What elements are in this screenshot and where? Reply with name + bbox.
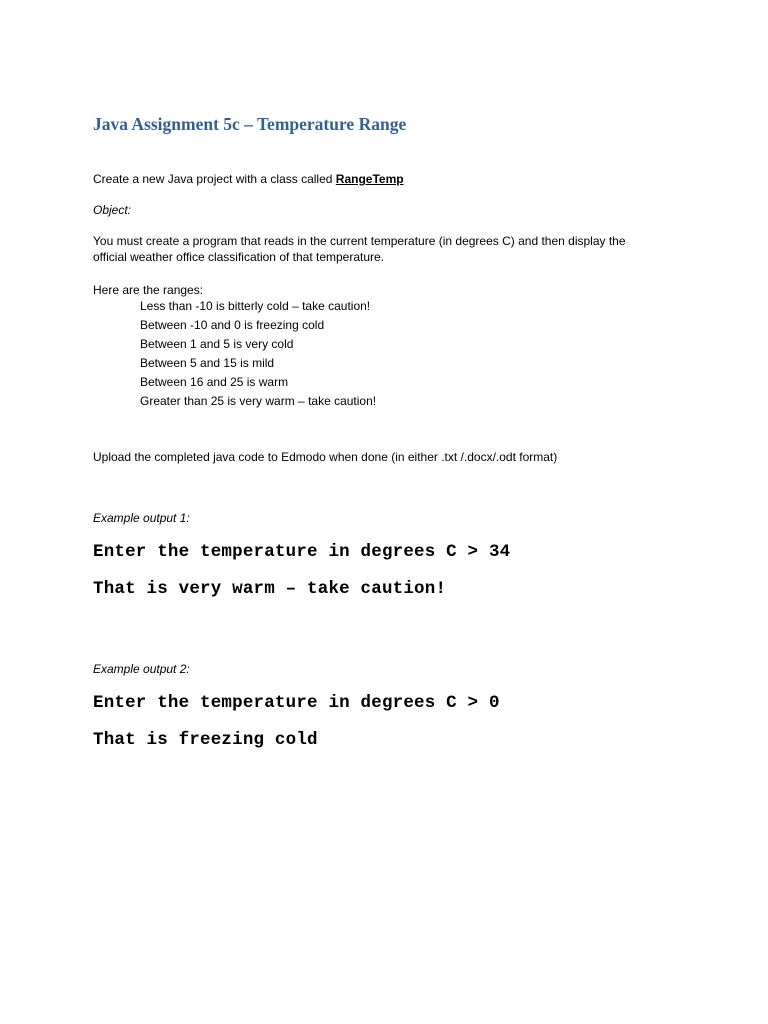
description-line-2: official weather office classification of that temperature. <box>93 250 385 264</box>
range-item: Less than -10 is bitterly cold – take caution! <box>140 299 371 313</box>
document-title: Java Assignment 5c – Temperature Range <box>93 114 407 134</box>
object-label: Object: <box>93 203 132 217</box>
example-2-prompt: Enter the temperature in degrees C > 0 <box>93 693 500 713</box>
ranges-heading: Here are the ranges: <box>93 283 204 297</box>
range-item: Greater than 25 is very warm – take caution! <box>140 394 377 408</box>
range-item: Between 16 and 25 is warm <box>140 375 289 389</box>
example-1-label: Example output 1: <box>93 511 190 525</box>
intro-paragraph <box>93 171 404 187</box>
class-name: RangeTemp <box>335 172 404 186</box>
example-2-result: That is freezing cold <box>93 730 318 750</box>
description-line-1: You must create a program that reads in the current temperature (in degrees C) and then display the <box>93 234 626 248</box>
range-item: Between -10 and 0 is freezing cold <box>140 318 325 332</box>
range-item: Between 5 and 15 is mild <box>140 356 275 370</box>
upload-instruction: Upload the completed java code to Edmodo when done (in either .txt /.docx/.odt format) <box>93 450 558 464</box>
example-1-prompt: Enter the temperature in degrees C > 34 <box>93 542 511 562</box>
ranges-list <box>140 297 376 411</box>
example-1-result: That is very warm – take caution! <box>93 579 447 599</box>
intro-text: Create a new Java project with a class called <box>93 172 336 186</box>
range-item: Between 1 and 5 is very cold <box>140 337 294 351</box>
example-2-label: Example output 2: <box>93 662 190 676</box>
